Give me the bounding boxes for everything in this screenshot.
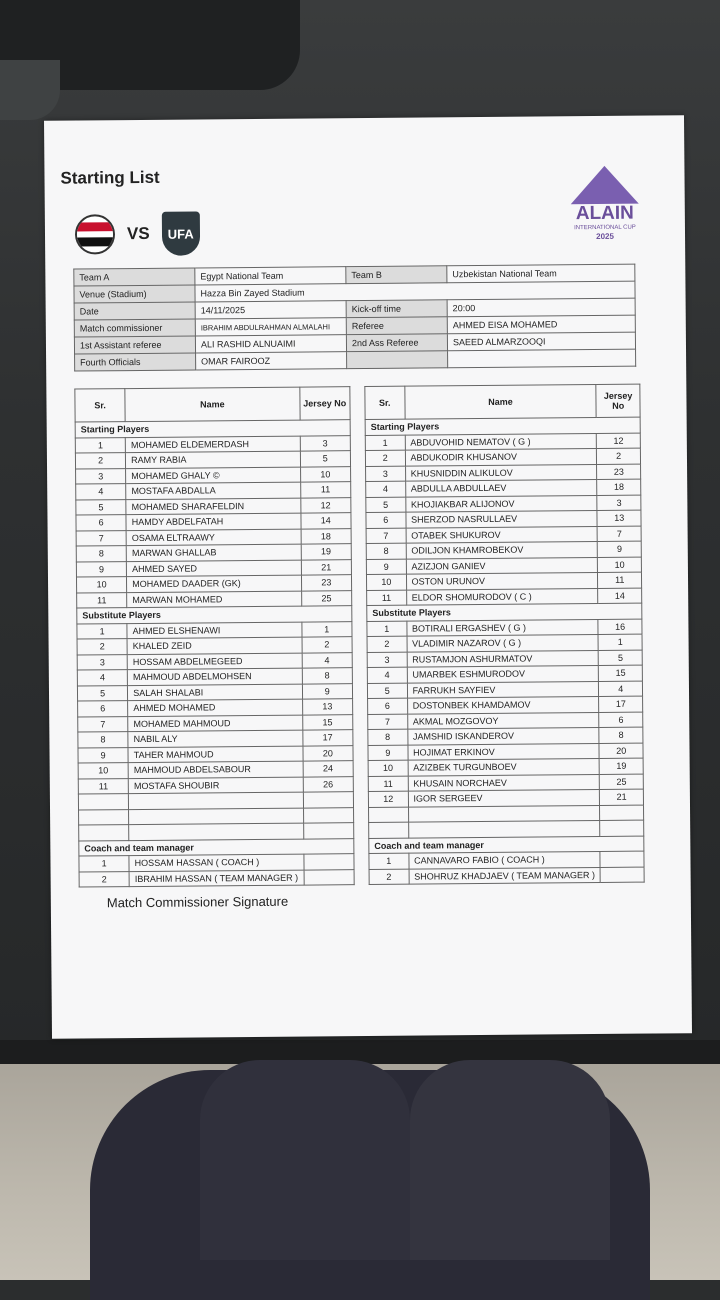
ufa-logo-icon: UFA bbox=[161, 211, 199, 255]
row-number: 6 bbox=[78, 701, 128, 717]
left-leg bbox=[200, 1060, 410, 1260]
alain-logo-sub: INTERNATIONAL CUP bbox=[574, 224, 636, 232]
player-name: KHUSAIN NORCHAEV bbox=[408, 774, 600, 791]
jersey-number: 23 bbox=[597, 464, 641, 480]
player-name: KHOJIAKBAR ALIJONOV bbox=[405, 495, 597, 512]
jersey-number: 20 bbox=[599, 743, 643, 759]
player-name: ABDUKODIR KHUSANOV bbox=[405, 448, 597, 465]
jersey-number: 5 bbox=[300, 451, 351, 467]
jersey-number: 10 bbox=[598, 557, 642, 573]
jersey-number: 4 bbox=[302, 652, 353, 668]
jersey-number: 4 bbox=[599, 681, 643, 697]
jersey-number: 21 bbox=[301, 559, 352, 575]
section-title: Substitute Players bbox=[367, 603, 642, 621]
jersey-number bbox=[600, 851, 644, 867]
row-number: 7 bbox=[78, 716, 128, 732]
row-number: 9 bbox=[366, 559, 406, 575]
row-number: 10 bbox=[78, 763, 128, 779]
row-number: 5 bbox=[76, 499, 126, 515]
jersey-number: 7 bbox=[597, 526, 641, 542]
team-logos bbox=[75, 211, 200, 256]
row-number: 11 bbox=[367, 590, 407, 606]
jersey-number: 25 bbox=[301, 590, 352, 606]
player-name: AHMED SAYED bbox=[127, 560, 301, 577]
player-name: ABDUVOHID NEMATOV ( G ) bbox=[405, 433, 597, 450]
player-name: BOTIRALI ERGASHEV ( G ) bbox=[406, 619, 598, 636]
egypt-fa-logo-icon bbox=[75, 214, 115, 254]
row-number: 4 bbox=[77, 670, 127, 686]
player-name: RUSTAMJON ASHURMATOV bbox=[407, 650, 599, 667]
row-number: 2 bbox=[365, 450, 405, 466]
alain-logo-year: 2025 bbox=[596, 231, 614, 241]
player-name: SHOHRUZ KHADJAEV ( TEAM MANAGER ) bbox=[409, 867, 601, 884]
player-name: ODILJON KHAMROBEKOV bbox=[406, 541, 598, 558]
ar2-value: SAEED ALMARZOOQI bbox=[447, 332, 635, 351]
date-value: 14/11/2025 bbox=[195, 301, 346, 319]
player-name: MAHMOUD ABDELSABOUR bbox=[128, 761, 302, 778]
row-number: 2 bbox=[77, 639, 127, 655]
player-name: OSTON URUNOV bbox=[406, 572, 598, 589]
player-name: MOHAMED ELDEMERDASH bbox=[125, 436, 299, 453]
vs-label: VS bbox=[126, 223, 150, 244]
player-name: RAMY RABIA bbox=[126, 451, 300, 468]
match-info-table bbox=[73, 264, 636, 372]
row-number: 11 bbox=[368, 776, 408, 792]
row-number: 8 bbox=[366, 543, 406, 559]
player-name: AZIZJON GANIEV bbox=[406, 557, 598, 574]
section-title: Starting Players bbox=[365, 417, 640, 435]
player-name: MOSTAFA SHOUBIR bbox=[128, 777, 302, 794]
row-number: 9 bbox=[76, 561, 126, 577]
player-name: MAHMOUD ABDELMOHSEN bbox=[127, 668, 301, 685]
row-number: 5 bbox=[77, 685, 127, 701]
player-name: CANNAVARO FABIO ( COACH ) bbox=[408, 851, 600, 868]
player-name: HOSSAM HASSAN ( COACH ) bbox=[129, 854, 303, 871]
jersey-number: 8 bbox=[599, 727, 643, 743]
jersey-number: 23 bbox=[301, 575, 352, 591]
jersey-header: Jersey No bbox=[596, 384, 640, 417]
section-title: Starting Players bbox=[75, 420, 350, 438]
player-name: MOHAMED MAHMOUD bbox=[128, 715, 302, 732]
jersey-number: 3 bbox=[597, 495, 641, 511]
right-leg bbox=[410, 1060, 610, 1260]
row-number: 3 bbox=[77, 654, 127, 670]
player-name: SHERZOD NASRULLAEV bbox=[405, 510, 597, 527]
team-a-value: Egypt National Team bbox=[195, 267, 346, 285]
alain-logo-name: ALAIN bbox=[575, 202, 634, 225]
alain-cup-logo bbox=[564, 166, 645, 242]
row-number: 1 bbox=[365, 435, 405, 451]
sheet-title: Starting List bbox=[60, 167, 160, 188]
jersey-number: 13 bbox=[302, 699, 353, 715]
starting-list-sheet bbox=[44, 115, 692, 1039]
row-number: 1 bbox=[77, 623, 127, 639]
player-name: HOSSAM ABDELMEGEED bbox=[127, 653, 301, 670]
row-number: 4 bbox=[367, 667, 407, 683]
table-row bbox=[369, 867, 644, 885]
row-number: 1 bbox=[367, 621, 407, 637]
team-b-value: Uzbekistan National Team bbox=[447, 264, 635, 283]
row-number: 5 bbox=[367, 683, 407, 699]
player-name: MOSTAFA ABDALLA bbox=[126, 482, 300, 499]
row-number: 12 bbox=[368, 791, 408, 807]
row-number: 10 bbox=[366, 574, 406, 590]
jersey-number: 19 bbox=[301, 544, 352, 560]
commissioner-label: Match commissioner bbox=[74, 319, 195, 337]
jersey-number: 14 bbox=[300, 513, 351, 529]
jersey-number: 12 bbox=[300, 497, 351, 513]
player-name: ABDULLA ABDULLAEV bbox=[405, 479, 597, 496]
row-number: 5 bbox=[366, 497, 406, 513]
date-label: Date bbox=[74, 302, 195, 320]
jersey-number: 2 bbox=[597, 448, 641, 464]
fourth-value: OMAR FAIROOZ bbox=[196, 352, 347, 370]
jersey-number: 11 bbox=[300, 482, 351, 498]
player-name: NABIL ALY bbox=[128, 730, 302, 747]
jersey-number: 15 bbox=[599, 665, 643, 681]
row-number: 9 bbox=[78, 747, 128, 763]
row-number: 4 bbox=[366, 481, 406, 497]
jersey-number: 24 bbox=[303, 761, 354, 777]
team-b-label: Team B bbox=[346, 266, 447, 284]
player-name: OSAMA ELTRAAWY bbox=[126, 529, 300, 546]
player-name: MARWAN GHALLAB bbox=[126, 544, 300, 561]
jersey-number: 1 bbox=[598, 634, 642, 650]
commissioner-value: IBRAHIM ABDULRAHMAN ALMALAHI bbox=[195, 318, 346, 336]
row-number: 9 bbox=[368, 745, 408, 761]
jersey-number: 6 bbox=[599, 712, 643, 728]
jersey-number: 18 bbox=[597, 479, 641, 495]
player-name: DOSTONBEK KHAMDAMOV bbox=[407, 696, 599, 713]
row-number: 2 bbox=[79, 871, 129, 887]
row-number: 1 bbox=[79, 856, 129, 872]
jersey-number: 5 bbox=[599, 650, 643, 666]
row-number: 4 bbox=[76, 484, 126, 500]
row-number: 3 bbox=[366, 466, 406, 482]
row-number: 6 bbox=[76, 515, 126, 531]
row-number: 7 bbox=[366, 528, 406, 544]
jersey-number: 9 bbox=[302, 683, 353, 699]
row-number: 1 bbox=[75, 437, 125, 453]
row-number: 10 bbox=[76, 577, 126, 593]
jersey-number: 17 bbox=[599, 696, 643, 712]
jersey-number bbox=[304, 869, 355, 885]
jersey-number: 12 bbox=[597, 433, 641, 449]
kickoff-label: Kick-off time bbox=[346, 300, 447, 318]
player-name: UMARBEK ESHMURODOV bbox=[407, 665, 599, 682]
row-number: 1 bbox=[369, 853, 409, 869]
player-name: MOHAMED DAADER (GK) bbox=[127, 575, 301, 592]
kickoff-value: 20:00 bbox=[447, 298, 635, 317]
fourth-label: Fourth Officials bbox=[75, 353, 196, 371]
player-name: IBRAHIM HASSAN ( TEAM MANAGER ) bbox=[129, 870, 303, 887]
player-name: FARRUKH SAYFIEV bbox=[407, 681, 599, 698]
row-number: 8 bbox=[368, 729, 408, 745]
jersey-number: 8 bbox=[302, 668, 353, 684]
section-title: Coach and team manager bbox=[79, 838, 354, 856]
jersey-number: 13 bbox=[597, 510, 641, 526]
row-number: 8 bbox=[76, 546, 126, 562]
commissioner-signature-label: Match Commissioner Signature bbox=[106, 893, 289, 911]
jersey-number: 2 bbox=[302, 637, 353, 653]
referee-value: AHMED EISA MOHAMED bbox=[447, 315, 635, 334]
row-number: 7 bbox=[76, 530, 126, 546]
ar1-label: 1st Assistant referee bbox=[74, 336, 195, 354]
venue-label: Venue (Stadium) bbox=[74, 285, 195, 303]
player-name: JAMSHID ISKANDEROV bbox=[407, 727, 599, 744]
jersey-number: 21 bbox=[600, 789, 644, 805]
player-name: HOJIMAT ERKINOV bbox=[408, 743, 600, 760]
jersey-number: 1 bbox=[301, 621, 352, 637]
jersey-number: 3 bbox=[300, 435, 351, 451]
referee-label: Referee bbox=[346, 317, 447, 335]
player-name: ELDOR SHOMURODOV ( C ) bbox=[406, 588, 598, 605]
player-name: MOHAMED GHALY © bbox=[126, 467, 300, 484]
player-name: IGOR SERGEEV bbox=[408, 789, 600, 806]
sr-header: Sr. bbox=[75, 389, 125, 422]
jersey-number: 26 bbox=[303, 776, 354, 792]
row-number: 11 bbox=[78, 778, 128, 794]
player-name: SALAH SHALABI bbox=[128, 684, 302, 701]
player-name: HAMDY ABDELFATAH bbox=[126, 513, 300, 530]
jersey-number: 10 bbox=[300, 466, 351, 482]
jersey-number: 11 bbox=[598, 572, 642, 588]
jersey-header: Jersey No bbox=[299, 387, 350, 420]
section-title: Substitute Players bbox=[77, 606, 352, 624]
ar2-label: 2nd Ass Referee bbox=[346, 334, 447, 352]
row-number: 6 bbox=[368, 698, 408, 714]
jersey-number: 20 bbox=[302, 745, 353, 761]
sr-header: Sr. bbox=[365, 386, 405, 419]
player-name: MARWAN MOHAMED bbox=[127, 591, 301, 608]
team-b-roster bbox=[364, 384, 644, 885]
jersey-number: 17 bbox=[302, 730, 353, 746]
player-name: AHMED MOHAMED bbox=[128, 699, 302, 716]
jersey-number: 9 bbox=[598, 541, 642, 557]
row-number: 11 bbox=[77, 592, 127, 608]
row-number: 7 bbox=[368, 714, 408, 730]
player-name: VLADIMIR NAZAROV ( G ) bbox=[407, 634, 599, 651]
jersey-number: 25 bbox=[600, 774, 644, 790]
player-name: OTABEK SHUKUROV bbox=[406, 526, 598, 543]
row-number: 10 bbox=[368, 760, 408, 776]
jersey-number bbox=[600, 867, 644, 883]
row-number: 2 bbox=[75, 453, 125, 469]
team-a-roster bbox=[74, 386, 354, 887]
player-name: MOHAMED SHARAFELDIN bbox=[126, 498, 300, 515]
jersey-number: 18 bbox=[301, 528, 352, 544]
row-number: 3 bbox=[76, 468, 126, 484]
row-number: 3 bbox=[367, 652, 407, 668]
player-name: AKMAL MOZGOVOY bbox=[407, 712, 599, 729]
player-name: AZIZBEK TURGUNBOEV bbox=[408, 758, 600, 775]
section-title: Coach and team manager bbox=[369, 836, 644, 854]
jersey-number bbox=[303, 854, 354, 870]
row-number: 8 bbox=[78, 732, 128, 748]
row-number: 2 bbox=[369, 869, 409, 885]
player-name: KHALED ZEID bbox=[127, 637, 301, 654]
jersey-number: 16 bbox=[598, 619, 642, 635]
team-a-label: Team A bbox=[74, 268, 195, 286]
player-name: TAHER MAHMOUD bbox=[128, 746, 302, 763]
ar1-value: ALI RASHID ALNUAIMI bbox=[195, 335, 346, 353]
jersey-number: 14 bbox=[598, 588, 642, 604]
dark-object-corner bbox=[0, 60, 60, 120]
row-number: 6 bbox=[366, 512, 406, 528]
venue-value: Hazza Bin Zayed Stadium bbox=[195, 281, 635, 302]
name-header: Name bbox=[125, 387, 300, 422]
name-header: Name bbox=[404, 385, 596, 420]
table-row bbox=[79, 869, 354, 887]
row-number: 2 bbox=[367, 636, 407, 652]
player-name: KHUSNIDDIN ALIKULOV bbox=[405, 464, 597, 481]
player-name: AHMED ELSHENAWI bbox=[127, 622, 301, 639]
jersey-number: 15 bbox=[302, 714, 353, 730]
jersey-number: 19 bbox=[600, 758, 644, 774]
mountain-icon bbox=[570, 166, 638, 205]
